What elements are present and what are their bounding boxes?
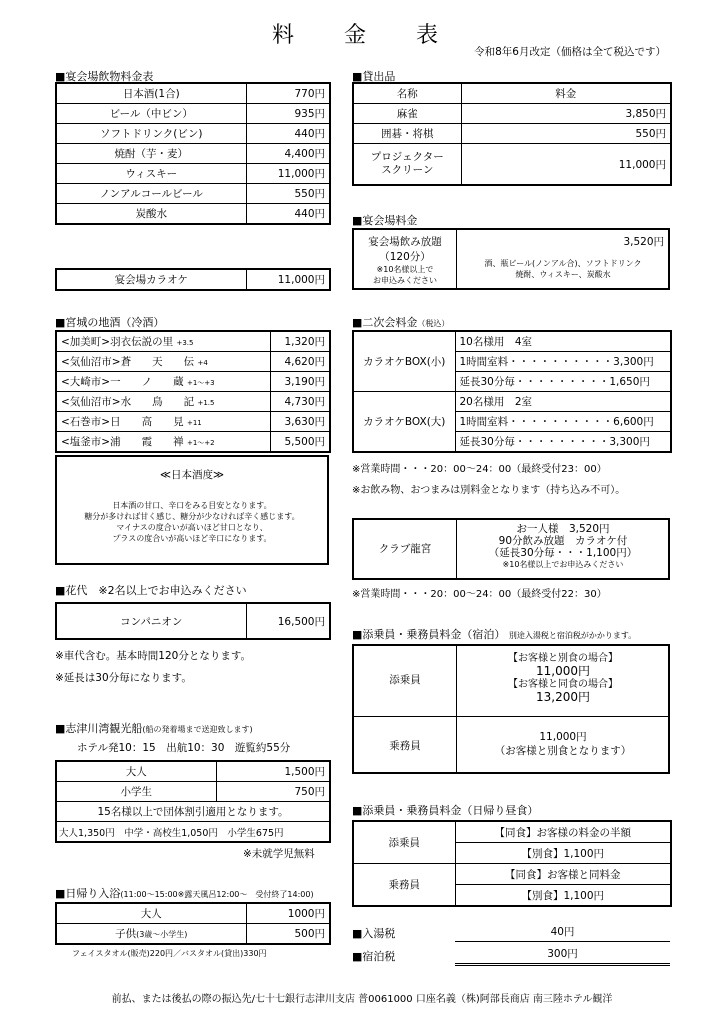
- stay-guide-name: 添乗員: [389, 674, 421, 686]
- rental-name: 囲碁・将棋: [353, 124, 461, 144]
- drink-name: ノンアルコールビール: [56, 184, 246, 204]
- stay-guide-price: 13,200円: [536, 690, 590, 704]
- rental-price: 11,000円: [461, 144, 671, 186]
- rental-name: プロジェクター スクリーン: [353, 144, 461, 186]
- rentals-heading: ■貸出品: [352, 70, 396, 83]
- bath-adult: 大人: [56, 903, 246, 924]
- sake-name: <大崎市>一 ノ 蔵: [61, 376, 184, 388]
- karaoke-large-row: 20名様用 2室: [455, 392, 671, 412]
- karaoke-name: 宴会場カラオケ: [56, 269, 246, 290]
- sake-degree-line: 糖分が多ければ甘く感じ、糖分が少なければ辛く感じます。: [84, 512, 300, 521]
- staff-stay-heading: ■添乗員・乗務員料金（宿泊）: [352, 628, 506, 641]
- page-title: 料 金 表: [271, 23, 452, 48]
- day-bath-heading: ■日帰り入浴: [55, 887, 121, 900]
- companion-heading: ■花代 ※2名以上でお申込みください: [55, 584, 247, 597]
- sake-name: <加美町>羽衣伝説の里: [61, 336, 174, 348]
- banquet-drinks-table: [55, 82, 331, 225]
- karaoke-price: 11,000円: [246, 269, 330, 290]
- table-row: [353, 144, 671, 186]
- banquet-fee-price: 3,520円: [623, 236, 664, 248]
- karaoke-large-row: 1時間室料・・・・・・・・・・6,600円: [455, 412, 671, 432]
- table-row: [353, 864, 671, 885]
- table-row: [353, 83, 671, 104]
- table-row: [56, 144, 330, 164]
- rental-price: 3,850円: [461, 104, 671, 124]
- drink-name: ウィスキー: [56, 164, 246, 184]
- club-name: クラブ龍宮: [354, 520, 457, 578]
- stay-tax-label: ■宿泊税: [352, 950, 396, 963]
- sake-name: <気仙沼市>水 鳥 記: [61, 396, 195, 408]
- stay-tax-value: 300円: [455, 946, 670, 966]
- bath-adult-price: 1000円: [246, 903, 330, 924]
- table-row: [56, 352, 330, 372]
- cruise-table: [55, 760, 331, 843]
- day-driver-row: 【別食】1,100円: [455, 885, 671, 907]
- banquet-fee-desc: 酒、瓶ビール(ノンアル合)、ソフトドリンク: [484, 259, 642, 268]
- banquet-drinks-heading: ■宴会場飲物料金表: [55, 70, 154, 83]
- stay-driver-price: 11,000円: [539, 731, 587, 743]
- table-row: [56, 432, 330, 453]
- club-note: ※10名様以上でお申込みください: [502, 560, 624, 569]
- table-row: [56, 83, 330, 104]
- bath-child: 子供: [115, 928, 137, 940]
- table-row: [353, 392, 671, 412]
- drink-name: ソフトドリンク(ビン): [56, 124, 246, 144]
- table-row: [56, 924, 330, 945]
- footer-bank-info: 前払、または後払の際の振込先/七十七銀行志津川支店 普0061000 口座名義（株)阿部長商店 南三陸ホテル観洋: [111, 994, 613, 1005]
- bath-child-age: (3歳～小学生): [136, 930, 188, 939]
- table-row: [353, 104, 671, 124]
- club-box: [352, 518, 670, 580]
- cruise-preschool-note: ※未就学児無料: [243, 848, 315, 860]
- drink-price: 770円: [246, 83, 330, 104]
- drink-name: 日本酒(1合): [56, 83, 246, 104]
- table-row: [56, 761, 330, 782]
- karaoke-small-row: 1時間室料・・・・・・・・・・3,300円: [455, 352, 671, 372]
- day-driver-row: 【同食】お客様と同料金: [455, 864, 671, 885]
- rentals-col-price: 料金: [461, 83, 671, 104]
- sake-degree: +1～+3: [186, 379, 215, 387]
- drink-price: 440円: [246, 204, 330, 225]
- table-row: [56, 164, 330, 184]
- companion-note: ※延長は30分毎になります。: [55, 672, 192, 684]
- drink-price: 935円: [246, 104, 330, 124]
- sake-degree-line: 日本酒の甘口、辛口をみる目安となります。: [112, 501, 272, 510]
- banquet-fee-box: [352, 228, 670, 290]
- table-row: [56, 372, 330, 392]
- sake-degree-line: プラスの度合いが高いほど辛口になります。: [112, 534, 272, 543]
- table-row: [56, 802, 330, 822]
- staff-stay-box: [352, 644, 670, 774]
- stay-driver-name: 乗務員: [389, 740, 421, 752]
- rentals-col-name: 名称: [353, 83, 461, 104]
- sake-degree-line: マイナスの度合いが高いほど甘口となり、: [116, 523, 268, 532]
- drink-name: ビール（中ビン）: [56, 104, 246, 124]
- cruise-group-note: 15名様以上で団体割引適用となります。: [56, 802, 330, 822]
- stay-guide-line: 【お客様と別食の場合】: [508, 653, 618, 664]
- sake-price: 1,320円: [270, 331, 330, 352]
- second-party-heading: ■二次会料金: [352, 316, 418, 329]
- club-extension: （延長30分毎・・・1,100円）: [488, 547, 638, 559]
- table-row: [353, 331, 671, 352]
- table-row: [56, 204, 330, 225]
- sake-degree: +4: [197, 359, 208, 367]
- karaoke-table: [55, 268, 331, 291]
- banquet-fee-name: 宴会場飲み放題: [368, 236, 442, 248]
- rentals-table: [352, 82, 672, 186]
- banquet-fee-duration: （120分）: [379, 251, 431, 263]
- cruise-adult-price: 1,500円: [216, 761, 330, 782]
- bath-tax-label: ■入湯税: [352, 927, 396, 940]
- drink-price: 440円: [246, 124, 330, 144]
- day-bath-hours: (11:00～15:00※露天風呂12:00～ 受付終了14:00): [120, 890, 314, 899]
- table-row: [56, 822, 330, 843]
- table-row: [56, 184, 330, 204]
- table-row: [56, 603, 330, 639]
- karaoke-large-name: カラオケBOX(大): [353, 392, 455, 453]
- local-sake-table: [55, 330, 331, 453]
- sake-price: 4,620円: [270, 352, 330, 372]
- second-party-hours: ※営業時間・・・20：00～24：00（最終受付23：00）: [352, 464, 607, 475]
- day-guide-name: 添乗員: [353, 821, 455, 864]
- club-hours: ※営業時間・・・20：00～24：00（最終受付22：30）: [352, 589, 607, 600]
- table-row: [353, 821, 671, 843]
- companion-note: ※車代含む。基本時間120分となります。: [55, 650, 251, 662]
- club-plan: 90分飲み放題 カラオケ付: [498, 535, 628, 547]
- banquet-fee-heading: ■宴会場料金: [352, 214, 418, 227]
- stay-guide-line: 【お客様と同食の場合】: [508, 679, 618, 690]
- table-row: [56, 392, 330, 412]
- table-row: [56, 104, 330, 124]
- sake-price: 4,730円: [270, 392, 330, 412]
- karaoke-small-row: 延長30分毎・・・・・・・・・1,650円: [455, 372, 671, 392]
- sake-price: 3,630円: [270, 412, 330, 432]
- sake-price: 5,500円: [270, 432, 330, 453]
- table-row: [56, 124, 330, 144]
- drink-price: 11,000円: [246, 164, 330, 184]
- cruise-schedule: ホテル発10：15 出航10：30 遊覧約55分: [77, 742, 291, 754]
- day-guide-row: 【同食】お客様の料金の半額: [455, 821, 671, 843]
- banquet-fee-note: お申込みください: [373, 276, 437, 285]
- cruise-child: 小学生: [56, 782, 216, 802]
- sake-degree-box: [55, 455, 329, 565]
- revision-note: 令和8年6月改定（価格は全て税込です）: [474, 46, 666, 58]
- cruise-heading: ■志津川湾観光船: [55, 722, 143, 735]
- club-price: お一人様 3,520円: [516, 523, 610, 535]
- sake-name: <塩釜市>浦 霞 禅: [61, 436, 184, 448]
- cruise-adult: 大人: [56, 761, 216, 782]
- karaoke-small-row: 10名様用 4室: [455, 331, 671, 352]
- drink-price: 550円: [246, 184, 330, 204]
- bath-child-price: 500円: [246, 924, 330, 945]
- table-row: [56, 782, 330, 802]
- karaoke-large-row: 延長30分毎・・・・・・・・・3,300円: [455, 432, 671, 453]
- banquet-fee-desc: 焼酎、ウィスキー、炭酸水: [515, 270, 611, 279]
- drink-price: 4,400円: [246, 144, 330, 164]
- sake-degree: +3.5: [176, 339, 194, 347]
- companion-table: [55, 602, 331, 640]
- sake-price: 3,190円: [270, 372, 330, 392]
- sake-degree: +1.5: [197, 399, 215, 407]
- table-row: [56, 903, 330, 924]
- sake-degree-title: ≪日本酒度≫: [160, 469, 224, 481]
- staff-day-heading: ■添乗員・乗務員料金（日帰り昼食）: [352, 804, 539, 817]
- stay-driver-note: （お客様と別食となります）: [494, 745, 632, 757]
- second-party-food-note: ※お飲み物、おつまみは別料金となります（持ち込み不可）。: [352, 485, 626, 496]
- sake-degree: +1～+2: [186, 439, 215, 447]
- staff-stay-note: 別途入湯税と宿泊税がかかります。: [508, 631, 637, 640]
- table-row: [56, 269, 330, 290]
- local-sake-heading: ■宮城の地酒（冷酒）: [55, 316, 165, 329]
- table-row: [56, 331, 330, 352]
- drink-name: 焼酎（芋・麦）: [56, 144, 246, 164]
- day-guide-row: 【別食】1,100円: [455, 843, 671, 864]
- second-party-table: [352, 330, 672, 453]
- towel-note: フェイスタオル(販売)220円／バスタオル(貸出)330円: [72, 949, 267, 958]
- stay-guide-price: 11,000円: [536, 664, 590, 678]
- karaoke-small-name: カラオケBOX(小): [353, 331, 455, 392]
- bath-tax-value: 40円: [455, 924, 670, 942]
- sake-name: <気仙沼市>蒼 天 伝: [61, 356, 195, 368]
- cruise-group-prices: 大人1,350円 中学・高校生1,050円 小学生675円: [56, 822, 330, 843]
- table-row: [353, 124, 671, 144]
- table-row: [56, 412, 330, 432]
- sake-name: <石巻市>日 高 見: [61, 416, 184, 428]
- second-party-tax: （税込）: [417, 319, 450, 328]
- companion-name: コンパニオン: [56, 603, 246, 639]
- day-driver-name: 乗務員: [353, 864, 455, 907]
- rental-name: 麻雀: [353, 104, 461, 124]
- drink-name: 炭酸水: [56, 204, 246, 225]
- cruise-heading-note: (船の発着場まで送迎致します): [142, 725, 253, 734]
- companion-price: 16,500円: [246, 603, 330, 639]
- cruise-child-price: 750円: [216, 782, 330, 802]
- rental-price: 550円: [461, 124, 671, 144]
- staff-day-table: [352, 820, 672, 907]
- day-bath-table: [55, 902, 331, 945]
- sake-degree: +11: [186, 419, 202, 427]
- banquet-fee-note: ※10名様以上で: [376, 265, 434, 274]
